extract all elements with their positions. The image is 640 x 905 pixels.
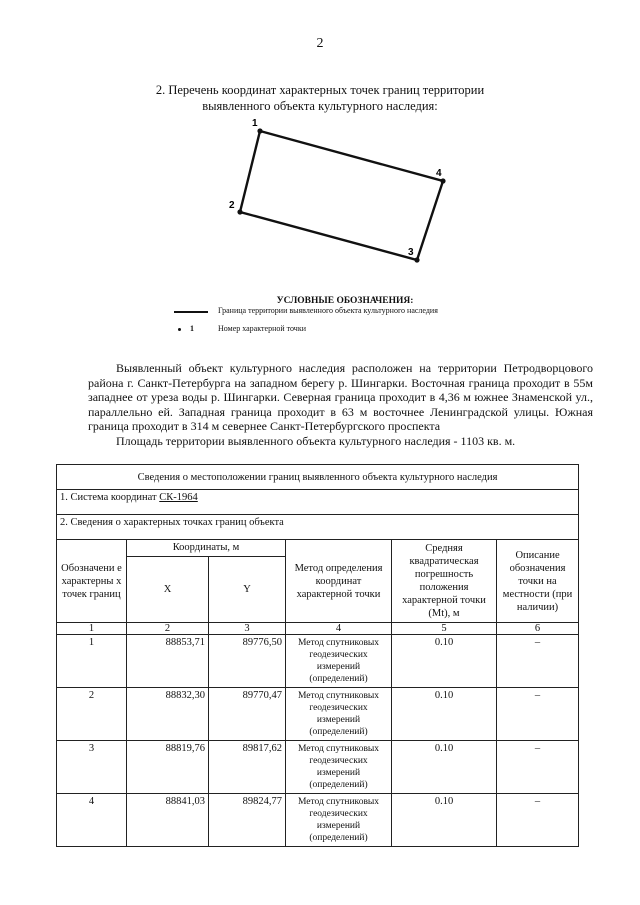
point-number: 1 bbox=[57, 635, 127, 688]
accuracy-value: 0.10 bbox=[392, 794, 497, 847]
boundary-scheme bbox=[0, 0, 640, 300]
table-row bbox=[57, 635, 579, 688]
coordinate-x: 88832,30 bbox=[127, 688, 209, 741]
coordinate-y: 89824,77 bbox=[209, 794, 286, 847]
point-description: – bbox=[497, 635, 579, 688]
legend-point-number: 1 bbox=[190, 324, 194, 333]
col-number-3: 3 bbox=[209, 623, 286, 635]
coordinate-x: 88853,71 bbox=[127, 635, 209, 688]
legend-boundary-line bbox=[174, 311, 208, 313]
point-number: 4 bbox=[57, 794, 127, 847]
coordinate-system-prefix: 1. Система координат bbox=[60, 492, 160, 503]
section-heading-line2: выявленного объекта культурного наследия: bbox=[202, 99, 438, 113]
header-designation: Обозначени е характерны х точек границ bbox=[57, 540, 127, 623]
accuracy-value: 0.10 bbox=[392, 741, 497, 794]
points-section-title: 2. Сведения о характерных точках границ объекта bbox=[57, 515, 579, 540]
header-accuracy: Средняя квадратическая погрешность положения характерной точки (Mt), м bbox=[392, 540, 497, 623]
table-title: Сведения о местоположении границ выявленного объекта культурного наследия bbox=[57, 465, 579, 490]
coordinate-system-row bbox=[57, 490, 579, 515]
table-row bbox=[57, 741, 579, 794]
section-heading-line1: 2. Перечень координат характерных точек границ территории bbox=[155, 83, 485, 97]
header-x: X bbox=[127, 557, 209, 623]
col-number-5: 5 bbox=[392, 623, 497, 635]
determination-method: Метод спутниковых геодезических измерений (определений) bbox=[286, 688, 392, 741]
coordinate-y: 89817,62 bbox=[209, 741, 286, 794]
coordinate-y: 89776,50 bbox=[209, 635, 286, 688]
coordinate-system-name: СК-1964 bbox=[159, 492, 198, 503]
point-description: – bbox=[497, 794, 579, 847]
legend-point-row bbox=[174, 324, 474, 336]
boundary-polygon bbox=[240, 131, 443, 260]
determination-method: Метод спутниковых геодезических измерений (определений) bbox=[286, 794, 392, 847]
determination-method: Метод спутниковых геодезических измерений (определений) bbox=[286, 741, 392, 794]
header-coordinates: Координаты, м bbox=[127, 540, 286, 557]
point-description: – bbox=[497, 688, 579, 741]
coordinate-x: 88841,03 bbox=[127, 794, 209, 847]
vertex-point-4 bbox=[440, 178, 445, 183]
header-method: Метод определения координат характерной точки bbox=[286, 540, 392, 623]
accuracy-value: 0.10 bbox=[392, 635, 497, 688]
table-row bbox=[57, 688, 579, 741]
table-row bbox=[57, 794, 579, 847]
page-number: 2 bbox=[316, 36, 324, 51]
coordinate-y: 89770,47 bbox=[209, 688, 286, 741]
legend-boundary-label: Граница территории выявленного объекта культурного наследия bbox=[218, 306, 438, 315]
vertex-point-1 bbox=[257, 128, 262, 133]
point-number: 3 bbox=[57, 741, 127, 794]
header-description: Описание обозначения точки на местности (при наличии) bbox=[497, 540, 579, 623]
location-description: Выявленный объект культурного наследия расположен на территории Петродворцового района г. Санкт-Петербурга на западном берегу р. Шингарки. Восточная граница проходит в 55м западнее от уреза воды р. Шингарки. Северная граница проходит в 4,36 м южнее Знаменской ул., параллельно ей. Западная граница проходит в 63 м восточнее Ленинградской улицы. Южная граница проходит в 314 м севернее Санкт-Петербургского проспекта bbox=[88, 361, 593, 434]
coordinate-x: 88819,76 bbox=[127, 741, 209, 794]
point-description: – bbox=[497, 741, 579, 794]
col-number-2: 2 bbox=[127, 623, 209, 635]
vertex-point-2 bbox=[237, 209, 242, 214]
vertex-label-3: 3 bbox=[408, 247, 414, 258]
legend-boundary-row bbox=[174, 306, 574, 318]
col-number-4: 4 bbox=[286, 623, 392, 635]
vertex-label-1: 1 bbox=[252, 118, 258, 129]
col-number-6: 6 bbox=[497, 623, 579, 635]
boundary-points-table bbox=[56, 464, 579, 847]
determination-method: Метод спутниковых геодезических измерений (определений) bbox=[286, 635, 392, 688]
col-number-1: 1 bbox=[57, 623, 127, 635]
vertex-point-3 bbox=[414, 257, 419, 262]
legend-point-dot bbox=[178, 328, 181, 331]
accuracy-value: 0.10 bbox=[392, 688, 497, 741]
legend-title: УСЛОВНЫЕ ОБОЗНАЧЕНИЯ: bbox=[276, 296, 414, 306]
vertex-label-4: 4 bbox=[436, 168, 442, 179]
area-statement: Площадь территории выявленного объекта культурного наследия - 1103 кв. м. bbox=[116, 434, 516, 448]
legend-point-label: Номер характерной точки bbox=[218, 324, 306, 333]
point-number: 2 bbox=[57, 688, 127, 741]
header-y: Y bbox=[209, 557, 286, 623]
vertex-label-2: 2 bbox=[229, 200, 235, 211]
